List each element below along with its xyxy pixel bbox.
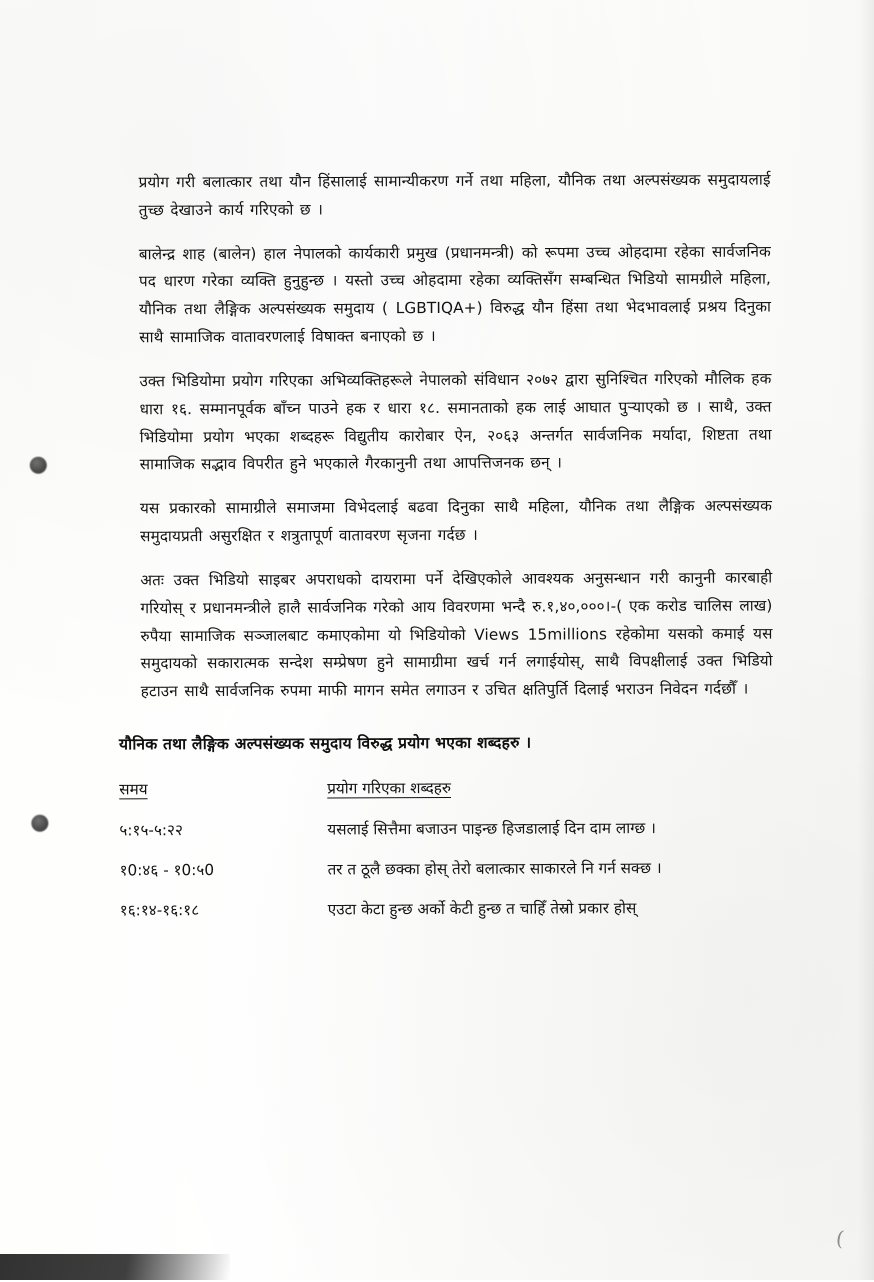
paragraph-2: बालेन्द्र शाह (बालेन) हाल नेपालको कार्यकारी प्रमुख (प्रधानमन्त्री) को रूपमा उच्च ओहदामा रहेका सार्वजनिक पद धारण गरेका व्यक्ति हुनुहुन्छ । यस्तो उच्च ओहदामा रहेका व्यक्तिसँग सम्बन्धित भिडियो सामग्रीले महिला, यौनिक तथा लैङ्गिक अल्पसंख्यक समुदाय ( LGBTIQA+) विरुद्ध यौन हिंसा तथा भेदभावलाई प्रश्रय दिनुका साथै सामाजिक वातावरणलाई विषाक्त बनाएको छ । <box>138 242 772 347</box>
paragraph-5: अतः उक्त भिडियो साइबर अपराधको दायरामा पर्ने देखिएकोले आवश्यक अनुसन्धान गरी कानुनी कारबाही गरियोस् र प्रधानमन्त्रीले हालै सार्वजनिक गरेको आय विवरणमा भन्दै रु.१,४०,०००।-( एक करोड चालिस लाख) रुपैया सामाजिक सञ्जालबाट कमाएकोमा यो भिडियोको Views 15millions रहेकोमा यसको कमाई यस समुदायको सकारात्मक सन्देश सम्प्रेषण हुने सामाग्रीमा खर्च गर्न लगाईयोस्, साथै विपक्षीलाई उक्त भिडियो हटाउन साथै सार्वजनिक रुपमा माफी मागन समेत लगाउन र उचित क्षतिपुर्ति दिलाई भराउन निवेदन गर्दछौँ । <box>140 568 773 701</box>
paragraph-4: यस प्रकारको सामाग्रीले समाजमा विभेदलाई बढवा दिनुका साथै महिला, यौनिक तथा लैङ्गिक अल्पसंख्यक समुदायप्रती असुरक्षित र शत्रुतापूर्ण वातावरण सृजना गर्दछ । <box>139 496 773 546</box>
margin-mark: ( <box>834 1225 846 1251</box>
binder-hole-bottom-icon <box>31 815 48 832</box>
table-row <box>119 801 751 844</box>
paragraph-1: प्रयोग गरी बलात्कार तथा यौन हिंसालाई सामान्यीकरण गर्ने तथा महिला, यौनिक तथा अल्पसंख्यक समुदायलाई तुच्छ देखाउने कार्य गरिएको छ । <box>138 170 771 220</box>
section-heading: यौनिक तथा लैङ्गिक अल्पसंख्यक समुदाय विरुद्ध प्रयोग भएका शब्दहरु । <box>118 733 532 754</box>
cell-time: १0:४६ - १0:५0 <box>119 860 215 880</box>
scan-edge-shadow <box>0 1254 230 1280</box>
cell-words: तर त ठूलै छक्का होस् तेरो बलात्कार साकारले नि गर्न सक्छ । <box>327 859 662 879</box>
table-header-time: समय <box>119 780 148 799</box>
table-header-words: प्रयोग गरिएका शब्दहरु <box>327 778 452 798</box>
cell-words: यसलाई सित्तैमा बजाउन पाइन्छ हिजडालाई दिन दाम लाग्छ । <box>327 819 656 839</box>
table-row <box>119 841 751 884</box>
document-body <box>118 167 774 924</box>
cell-words: एउटा केटा हुन्छ अर्को केटी हुन्छ त चाहिँ तेस्रो प्रकार होस् <box>327 899 637 919</box>
words-table <box>119 777 752 924</box>
binder-hole-top-icon <box>30 457 47 474</box>
scan-edge-right-shadow <box>858 0 874 1280</box>
cell-time: ५:१५-५:२२ <box>119 821 183 840</box>
table-row <box>120 881 752 924</box>
table-header-row <box>119 777 751 804</box>
cell-time: १६:१४-१६:१८ <box>119 901 200 920</box>
paragraph-3: उक्त भिडियोमा प्रयोग गरिएका अभिव्यक्तिहरूले नेपालको संविधान २०७२ द्वारा सुनिश्चित गरिएको मौलिक हक धारा १६. सम्मानपूर्वक बाँच्न पाउने हक र धारा १८. समानताको हक लाई आघात पुऱ्याएको छ । साथै, उक्त भिडियोमा प्रयोग भएका शब्दहरू विद्युतीय कारोबार ऐन, २०६३ अन्तर्गत सार्वजनिक मर्यादा, शिष्टता तथा सामाजिक सद्भाव विपरीत हुने भएकाले गैरकानुनी तथा आपत्तिजनक छन् । <box>139 369 772 474</box>
